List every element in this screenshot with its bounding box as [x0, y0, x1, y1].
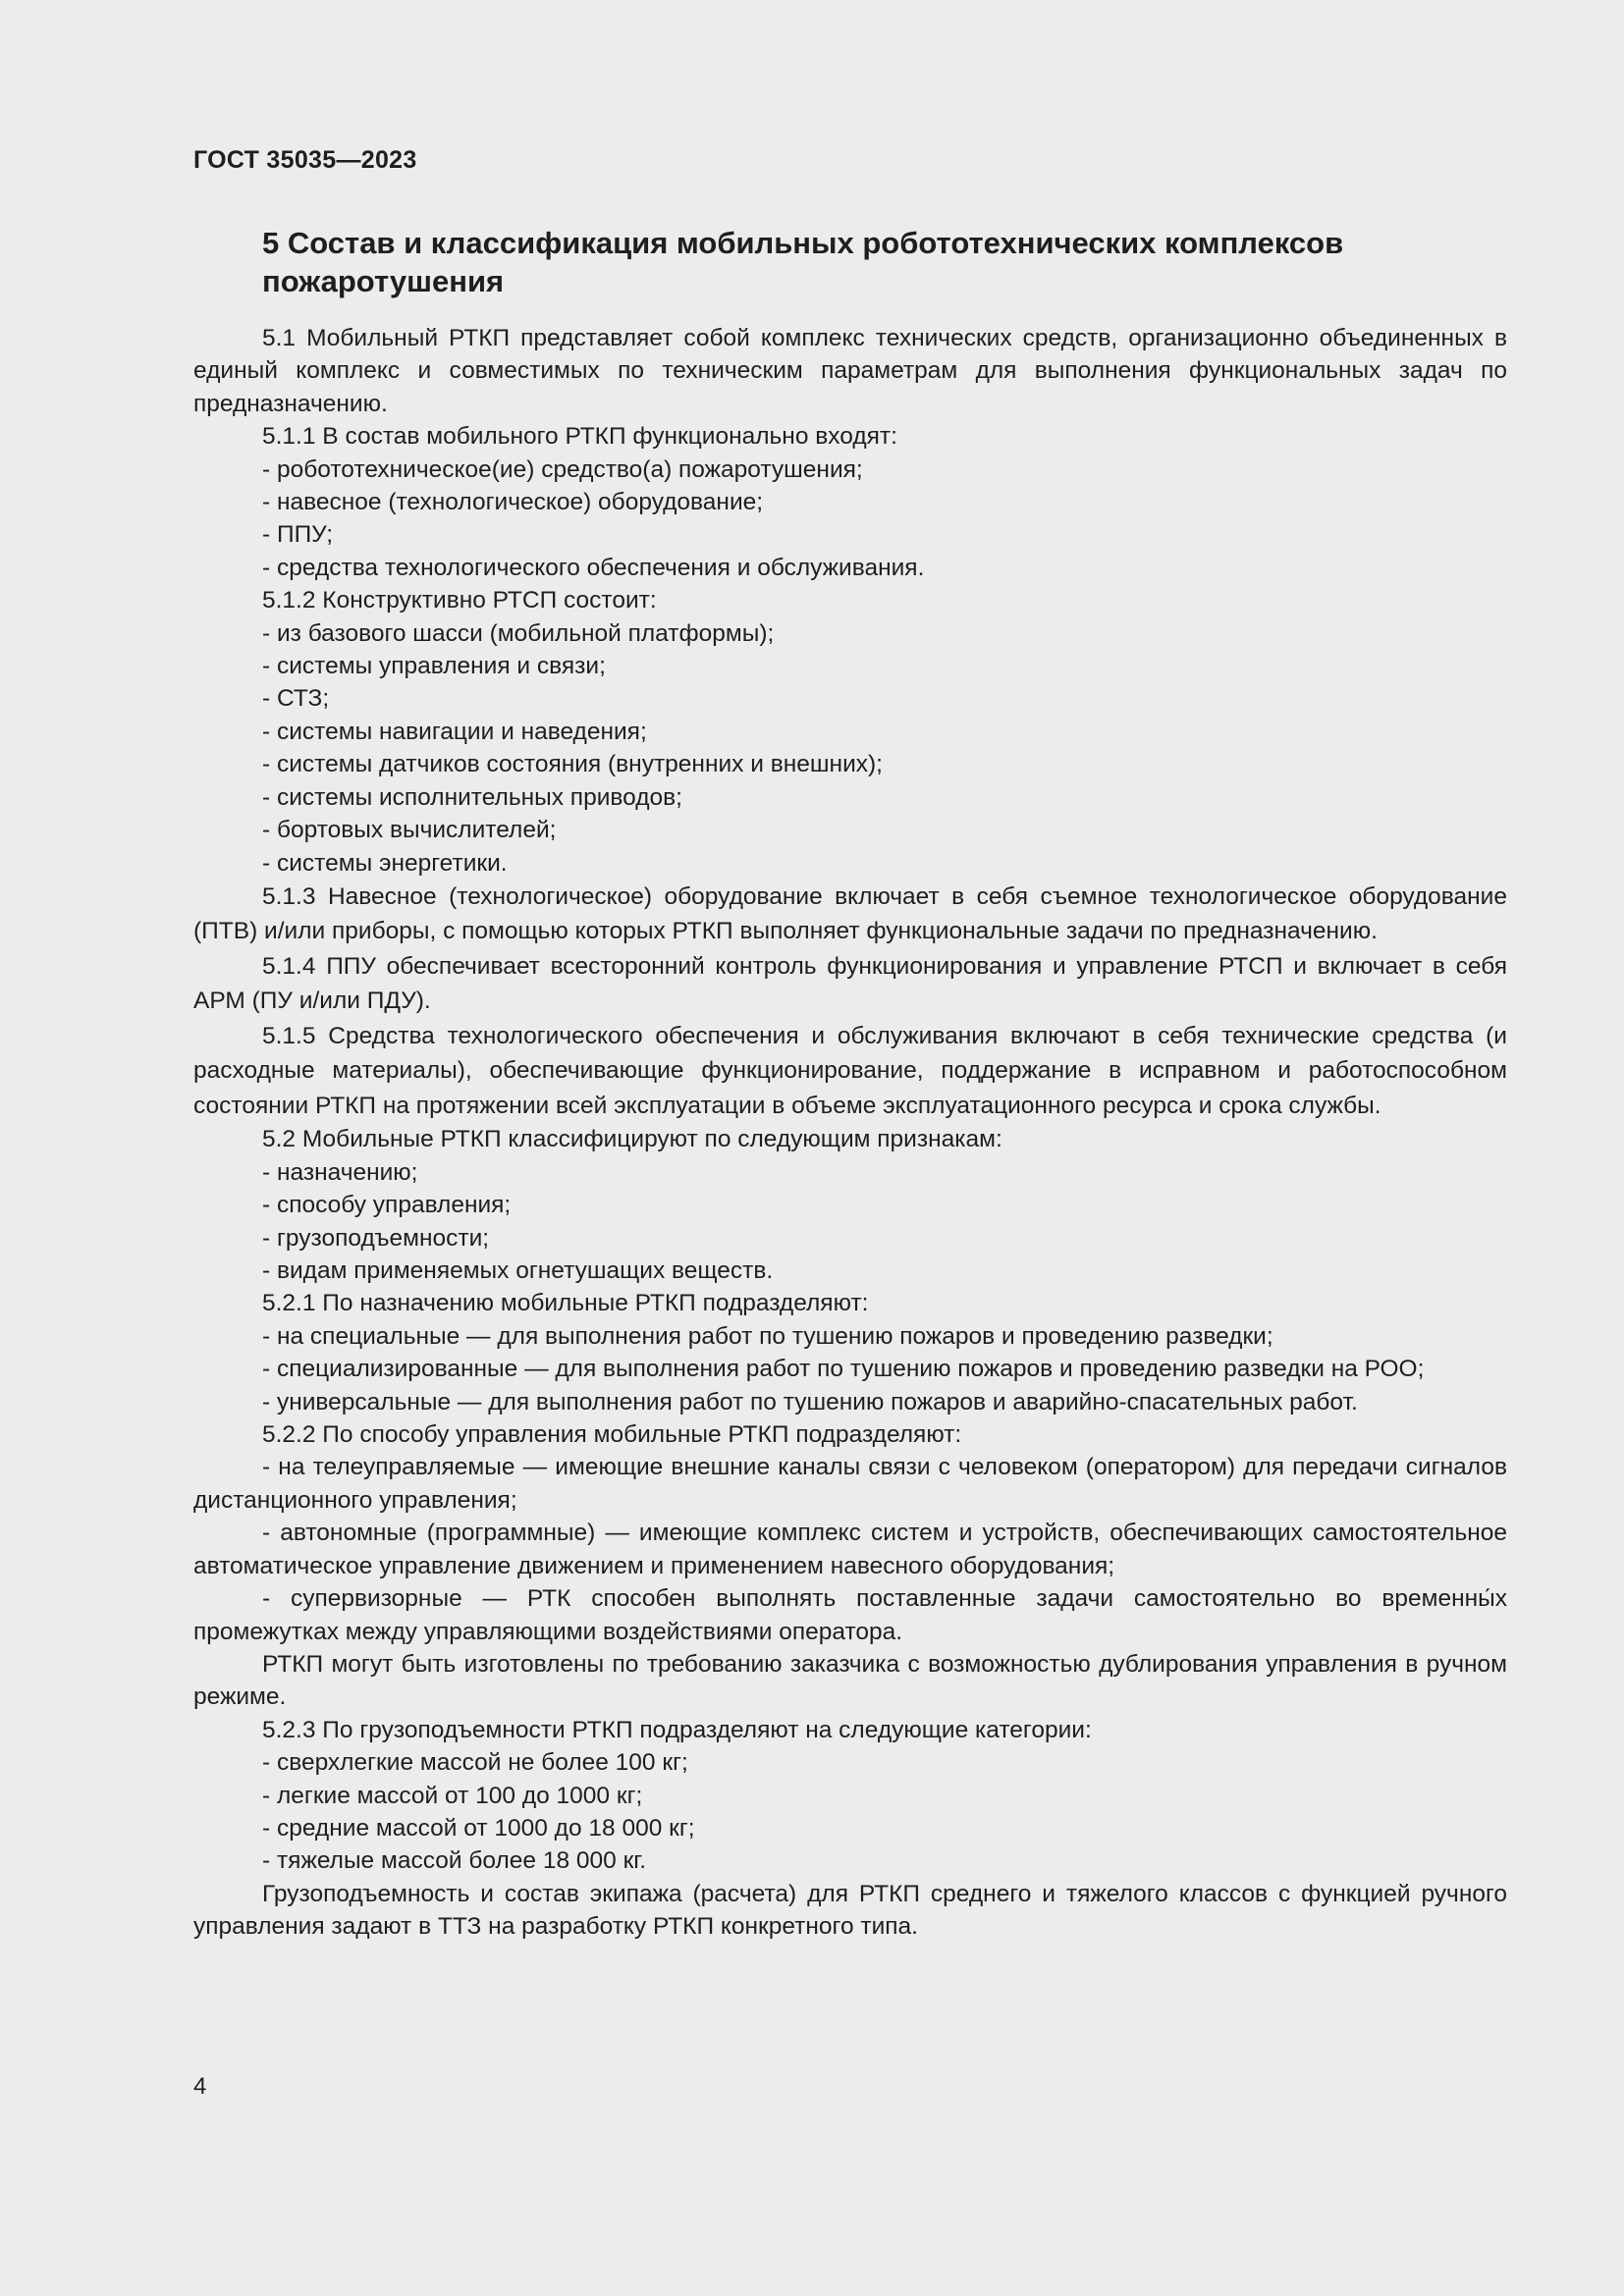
- list-item: - системы управления и связи;: [262, 653, 606, 680]
- list-item: - автономные (программные) — имеющие комплекс систем и устройств, обеспечивающих самостоятельное автоматическое управление движением и применением навесного оборудования;: [193, 1520, 1507, 1579]
- paragraph-5-2: 5.2 Мобильные РТКП классифицируют по следующим признакам:: [262, 1126, 1002, 1153]
- list-item: - супервизорные — РТК способен выполнять поставленные задачи самостоятельно во временны́х промежутках между управляющими воздействиями оператора.: [193, 1585, 1507, 1645]
- list-item: - легкие массой от 100 до 1000 кг;: [262, 1782, 643, 1809]
- section-body: [193, 322, 1507, 1944]
- list-item: - видам применяемых огнетушащих веществ.: [262, 1257, 774, 1285]
- list-item: - робототехническое(ие) средство(а) пожаротушения;: [262, 455, 863, 483]
- section-title: 5 Состав и классификация мобильных робототехнических комплексов пожаротушения: [262, 226, 1344, 298]
- page-number: 4: [193, 2073, 207, 2100]
- list-item: - на специальные — для выполнения работ по тушению пожаров и проведению разведки;: [262, 1322, 1273, 1350]
- list-item: - из базового шасси (мобильной платформы);: [262, 619, 775, 647]
- paragraph-5-1-2: 5.1.2 Конструктивно РТСП состоит:: [262, 587, 657, 614]
- paragraph-5-1-4: 5.1.4 ППУ обеспечивает всесторонний контроль функционирования и управление РТСП и включает в себя АРМ (ПУ и/или ПДУ).: [193, 952, 1507, 1015]
- document-code-header: ГОСТ 35035—2023: [193, 146, 417, 174]
- list-item: - навесное (технологическое) оборудование;: [262, 489, 764, 516]
- list-item: - системы исполнительных приводов;: [262, 783, 682, 811]
- list-item: - системы энергетики.: [262, 849, 508, 877]
- list-item: - системы датчиков состояния (внутренних и внешних);: [262, 751, 883, 778]
- list-item: - универсальные — для выполнения работ по тушению пожаров и аварийно-спасательных работ.: [262, 1388, 1358, 1415]
- list-item: - тяжелые массой более 18 000 кг.: [262, 1847, 647, 1875]
- list-item: - сверхлегкие массой не более 100 кг;: [262, 1749, 688, 1777]
- list-item: - способу управления;: [262, 1192, 512, 1219]
- list-item: - средние массой от 1000 до 18 000 кг;: [262, 1814, 695, 1842]
- paragraph-manual-control: РТКП могут быть изготовлены по требованию заказчика с возможностью дублирования управления в ручном режиме.: [193, 1650, 1507, 1711]
- paragraph-5-2-2: 5.2.2 По способу управления мобильные РТКП подразделяют:: [262, 1421, 962, 1449]
- list-item: - средства технологического обеспечения и обслуживания.: [262, 554, 925, 581]
- list-item: - специализированные — для выполнения работ по тушению пожаров и проведению разведки на РОО;: [262, 1356, 1425, 1383]
- list-item: - на телеуправляемые — имеющие внешние каналы связи с человеком (оператором) для передачи сигналов дистанционного управления;: [193, 1454, 1507, 1514]
- paragraph-5-1-1: 5.1.1 В состав мобильного РТКП функционально входят:: [262, 423, 897, 451]
- list-item: - бортовых вычислителей;: [262, 817, 557, 844]
- paragraph-5-1-5: 5.1.5 Средства технологического обеспечения и обслуживания включают в себя технические средства (и расходные материалы), обеспечивающие функционирование, поддержание в исправном и работоспособном состоянии РТКП на протяжении всей эксплуатации в объеме эксплуатационного ресурса и срока службы.: [193, 1022, 1507, 1119]
- paragraph-5-2-1: 5.2.1 По назначению мобильные РТКП подразделяют:: [262, 1290, 869, 1317]
- list-item: - грузоподъемности;: [262, 1224, 490, 1252]
- paragraph-5-2-3: 5.2.3 По грузоподъемности РТКП подразделяют на следующие категории:: [262, 1716, 1092, 1743]
- list-item: - назначению;: [262, 1158, 418, 1186]
- list-item: - ППУ;: [262, 521, 334, 549]
- paragraph-crew-capacity: Грузоподъемность и состав экипажа (расчета) для РТКП среднего и тяжелого классов с функцией ручного управления задают в ТТЗ на разработку РТКП конкретного типа.: [193, 1880, 1507, 1941]
- list-item: - системы навигации и наведения;: [262, 718, 647, 745]
- paragraph-5-1: 5.1 Мобильный РТКП представляет собой комплекс технических средств, организационно объединенных в единый комплекс и совместимых по техническим параметрам для выполнения функциональных задач по предназначению.: [193, 325, 1507, 417]
- paragraph-5-1-3: 5.1.3 Навесное (технологическое) оборудование включает в себя съемное технологическое оборудование (ПТВ) и/или приборы, с помощью которых РТКП выполняет функциональные задачи по предназначению.: [193, 882, 1507, 945]
- list-item: - СТЗ;: [262, 685, 330, 713]
